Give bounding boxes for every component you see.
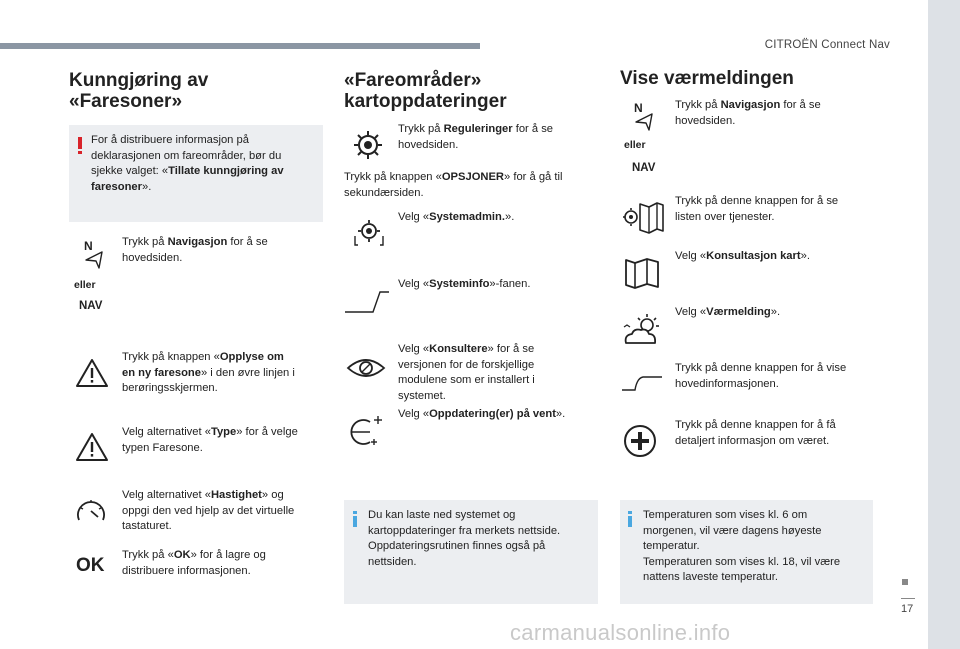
header-bar [0, 43, 480, 49]
warning-triangle-icon[interactable] [74, 431, 110, 463]
services-map-gear-icon[interactable] [622, 200, 664, 234]
services-step-text: Trykk på denne knappen for å se listen over tjenester. [675, 195, 839, 223]
svg-text:N: N [84, 239, 93, 253]
svg-text:N: N [634, 101, 643, 115]
section-title-map-updates [344, 70, 507, 112]
section-title-faresoner [69, 70, 208, 112]
speedometer-icon[interactable] [74, 496, 108, 524]
title-line-1: Kunngjøring av [69, 70, 209, 91]
or-label: eller [74, 279, 96, 291]
section-title-weather: Vise værmeldingen [620, 68, 794, 89]
details-step-text: Trykk på denne knappen for å få detaljert informasjon om været. [675, 419, 836, 447]
plus-circle-icon[interactable] [622, 423, 658, 459]
consult-step-text: Velg «Konsultere» for å se versjonen for de forskjellige modulene som er installert i systemet. [398, 343, 535, 402]
options-step-text: Trykk på knappen «OPSJONER» for å gå til sekundærsiden. [344, 171, 563, 199]
system-info-tab-icon[interactable] [344, 290, 390, 314]
brand-title: CITROËN Connect Nav [764, 39, 890, 51]
weather-step-text: Velg «Værmelding». [675, 306, 781, 318]
page-number: 17 [901, 603, 914, 615]
nav-button-label[interactable]: NAV [79, 300, 103, 312]
warning-text: For å distribuere informasjon på deklarasjonen om fareområder, bør du sjekke valget: «Tillate kunngjøring av faresoner». [91, 134, 284, 193]
ok-button[interactable]: OK [76, 555, 105, 576]
nav-step-text: Trykk på Navigasjon for å se hovedsiden. [122, 236, 268, 264]
settings-gear-icon[interactable] [352, 129, 384, 161]
title-line-1: «Fareområder» [344, 70, 482, 91]
main-info-tab-icon[interactable] [621, 374, 663, 392]
or-label: eller [624, 139, 646, 151]
type-step-text: Velg alternativet «Type» for å velge typen Faresone. [122, 426, 298, 454]
settings-step-text: Trykk på Reguleringer for å se hovedsiden. [398, 123, 554, 151]
pending-updates-step-text: Velg «Oppdatering(er) på vent». [398, 408, 566, 420]
map-icon[interactable] [624, 256, 660, 290]
system-info-step-text: Velg «Systeminfo»-fanen. [398, 278, 531, 290]
consult-map-step-text: Velg «Konsultasjon kart». [675, 250, 810, 262]
nav-step-text: Trykk på Navigasjon for å se hovedsiden. [675, 99, 821, 127]
info-icon [628, 511, 632, 527]
title-line-2: kartoppdateringer [344, 91, 507, 112]
weather-icon[interactable] [622, 313, 662, 347]
warning-triangle-icon[interactable] [74, 357, 110, 389]
main-info-step-text: Trykk på denne knappen for å vise hovedinformasjonen. [675, 362, 847, 390]
speed-step-text: Velg alternativet «Hastighet» og oppgi den ved hjelp av det virtuelle tastaturet. [122, 489, 295, 532]
system-admin-gear-icon[interactable] [352, 218, 386, 248]
watermark: carmanualsonline.info [510, 620, 731, 645]
continue-marker [902, 579, 908, 585]
title-line-2: «Faresoner» [69, 91, 183, 112]
navigation-arrow-icon[interactable] [82, 238, 106, 272]
info-icon [353, 511, 357, 527]
nav-button-label[interactable]: NAV [632, 162, 656, 174]
warning-icon [78, 137, 82, 153]
consult-eye-icon[interactable] [346, 355, 386, 381]
info-text: Du kan laste ned systemet og kartoppdateringer fra merkets nettside. Oppdateringsrutinen finnes også på nettsiden. [368, 509, 561, 568]
ok-step-text: Trykk på «OK» for å lagre og distribuere informasjonen. [122, 549, 266, 577]
page-number-rule [901, 598, 915, 599]
pending-updates-icon[interactable] [348, 412, 388, 446]
report-zone-step-text: Trykk på knappen «Opplyse om en ny faresone» i den øvre linjen i berøringsskjermen. [122, 351, 295, 394]
side-strip [928, 0, 960, 649]
info-text: Temperaturen som vises kl. 6 om morgenen, vil være dagens høyeste temperatur. Temperaturen som vises kl. 18, vil være nattens laveste temperatur. [643, 509, 841, 583]
system-admin-step-text: Velg «Systemadmin.». [398, 211, 515, 223]
navigation-arrow-icon[interactable] [632, 100, 656, 134]
